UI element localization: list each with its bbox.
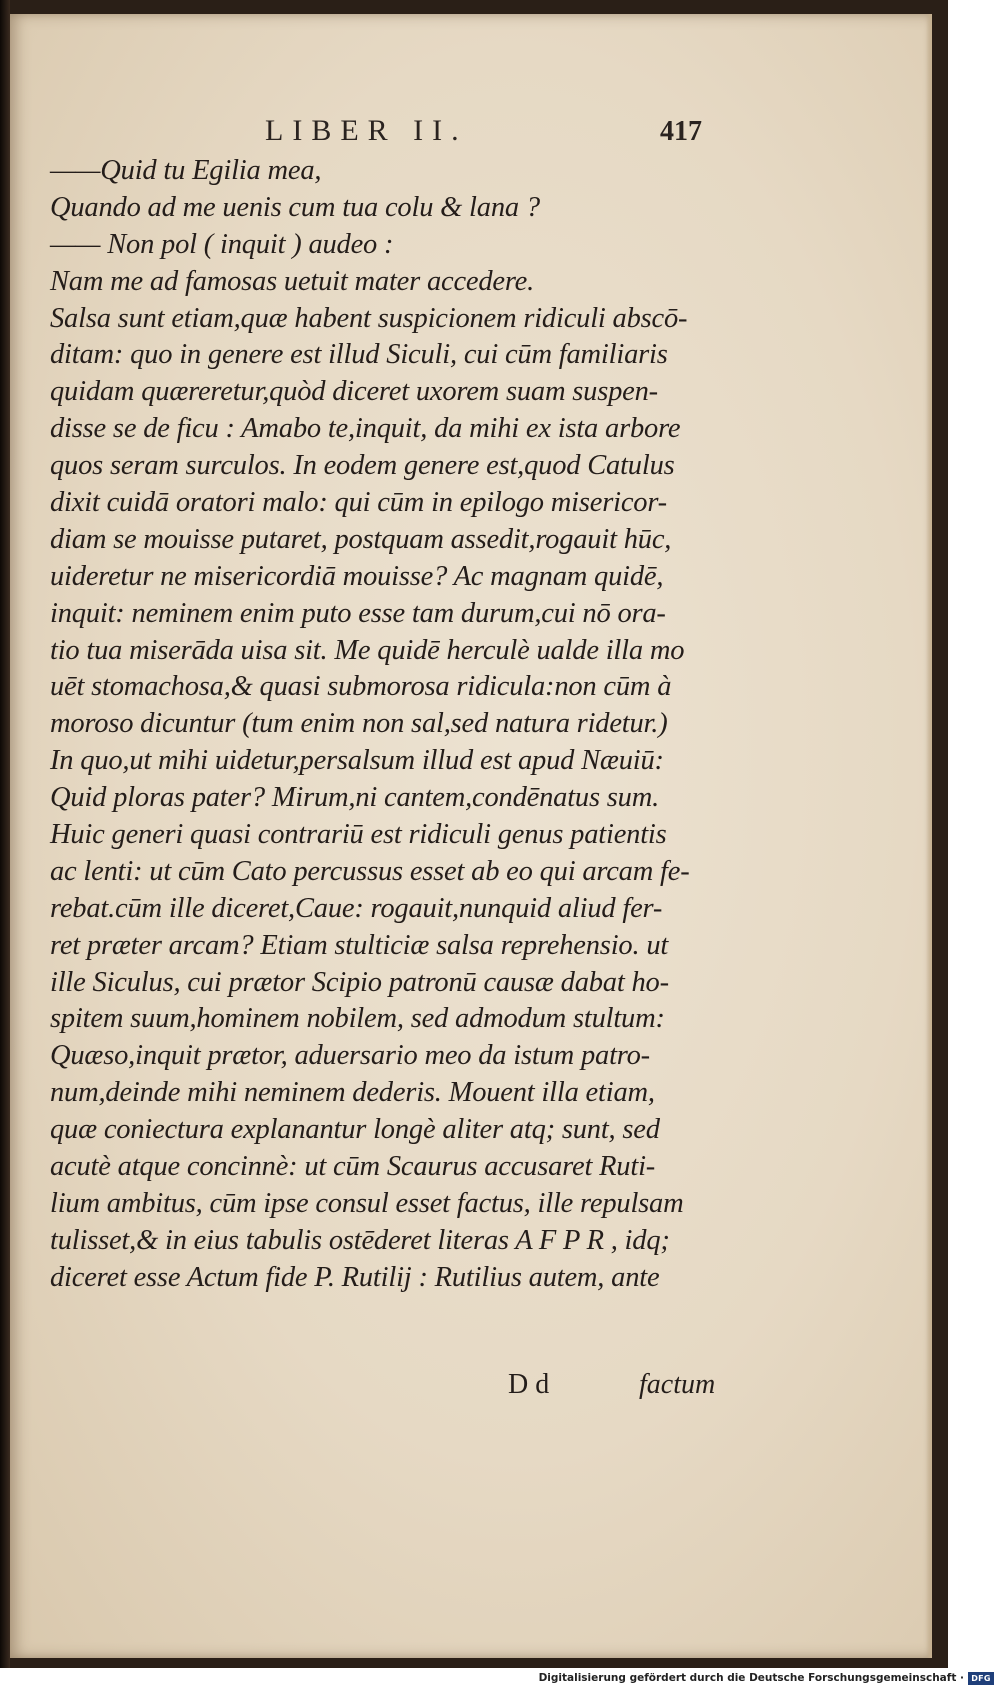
text-line: inquit: neminem enim puto esse tam durum,cui nō ora- — [50, 597, 666, 629]
text-line: ——Quid tu Egilia mea, — [50, 155, 322, 186]
text-line: Nam me ad famosas uetuit mater accedere. — [50, 265, 535, 297]
book-page — [10, 14, 932, 1658]
catchword: factum — [639, 1369, 716, 1400]
funding-credit: Digitalisierung gefördert durch die Deutsche Forschungsgemeinschaft · — [538, 1672, 964, 1684]
text-line: spitem suum,hominem nobilem, sed admodum stultum: — [50, 1003, 665, 1035]
page-number: 417 — [660, 116, 702, 147]
text-line: ditam: quo in genere est illud Siculi, cui cūm familiaris — [50, 339, 668, 371]
text-line: tulisset,& in eius tabulis ostēderet literas A F P R , idq; — [50, 1224, 670, 1256]
dfg-logo-icon — [968, 1672, 994, 1685]
text-line: acutè atque concinnè: ut cūm Scaurus accusaret Ruti- — [50, 1151, 656, 1183]
text-line: diam se mouisse putaret, postquam assedit,rogauit hūc, — [50, 523, 672, 555]
text-line: quos seram surculos. In eodem genere est,quod Catulus — [50, 450, 675, 482]
page-edge-shadow — [926, 14, 932, 1658]
text-line: uēt stomachosa,& quasi submorosa ridicula:non cūm à — [50, 671, 672, 703]
text-line: uideretur ne misericordiā mouisse? Ac magnam quidē, — [50, 560, 664, 592]
page-header — [10, 114, 932, 154]
text-line: moroso dicuntur (tum enim non sal,sed natura ridetur.) — [50, 708, 668, 740]
text-line: In quo,ut mihi uidetur,persalsum illud est apud Næuiū: — [50, 745, 664, 777]
running-title: LIBER II. — [265, 114, 468, 147]
text-line: quidam quæreretur,quòd diceret uxorem suam suspen- — [50, 376, 658, 408]
text-line: Salsa sunt etiam,quæ habent suspicionem ridiculi abscō- — [50, 302, 688, 334]
text-line: —— Non pol ( inquit ) audeo : — [50, 228, 394, 260]
text-line: Quando ad me uenis cum tua colu & lana ? — [50, 191, 540, 223]
text-line: diceret esse Actum fide P. Rutilij : Rutilius autem, ante — [50, 1261, 660, 1293]
text-line: quæ coniectura explanantur longè aliter atq; sunt, sed — [50, 1114, 660, 1146]
text-line: Quid ploras pater? Mirum,ni cantem,condēnatus sum. — [50, 782, 660, 814]
text-line: ille Siculus, cui prætor Scipio patronū causæ dabat ho- — [50, 966, 669, 998]
text-line: ac lenti: ut cūm Cato percussus esset ab eo qui arcam fe- — [50, 855, 690, 887]
text-line: Quæso,inquit prætor, aduersario meo da istum patro- — [50, 1040, 650, 1072]
text-line: dixit cuidā oratori malo: qui cūm in epilogo misericor- — [50, 487, 667, 519]
text-line: lium ambitus, cūm ipse consul esset factus, ille repulsam — [50, 1187, 684, 1219]
catchword-line — [10, 1369, 932, 1409]
text-line: tio tua miserāda uisa sit. Me quidē herculè ualde illa mo — [50, 634, 685, 666]
digitization-footer — [0, 1668, 1000, 1693]
dfg-logo-text: DFG — [971, 1674, 991, 1683]
text-line: rebat.cūm ille diceret,Caue: rogauit,nunquid aliud fer- — [50, 892, 663, 924]
signature-mark: D d — [508, 1369, 550, 1400]
text-line: ret præter arcam? Etiam stulticiæ salsa reprehensio. ut — [50, 929, 669, 961]
text-line: Huic generi quasi contrariū est ridiculi genus patientis — [50, 819, 667, 851]
text-block — [50, 153, 730, 1297]
text-line: num,deinde mihi neminem dederis. Mouent illa etiam, — [50, 1077, 655, 1109]
text-line: disse se de ficu : Amabo te,inquit, da mihi ex ista arbore — [50, 413, 681, 445]
book-spine — [0, 0, 10, 1668]
